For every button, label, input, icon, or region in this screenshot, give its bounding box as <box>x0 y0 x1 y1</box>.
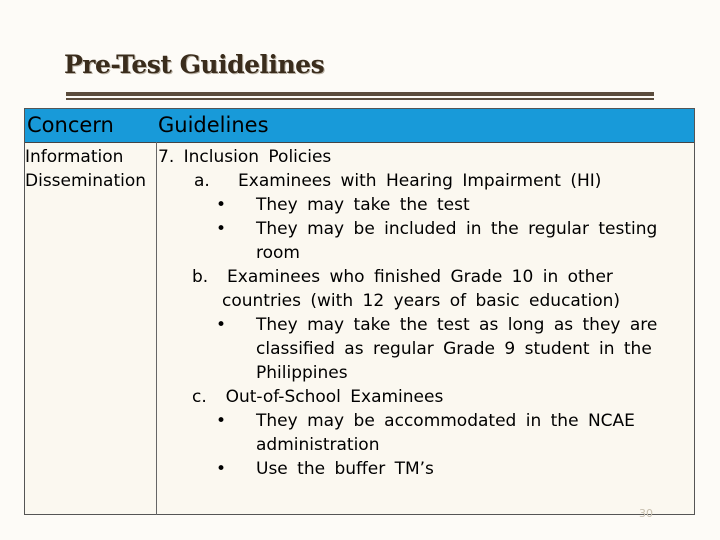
list-item <box>158 313 657 337</box>
bullet-text: They may be accommodated in the NCAE <box>256 411 635 431</box>
list-item <box>158 457 657 481</box>
column-divider <box>156 142 157 515</box>
bullet-continuation: administration <box>256 435 380 455</box>
subitem-text: Out-of-School Examinees <box>225 387 444 407</box>
guidelines-cell <box>158 145 657 481</box>
bullet-text: They may take the test as long as they are <box>256 315 658 335</box>
subitem-marker: b. <box>192 267 209 287</box>
subitem-continuation: countries (with 12 years of basic education) <box>222 291 621 311</box>
subitem-c <box>158 385 657 409</box>
page-number: 30 <box>639 507 653 520</box>
bullet-continuation: classified as regular Grade 9 student in the <box>256 339 652 359</box>
list-item <box>158 217 657 241</box>
bullet-text: They may be included in the regular testing <box>256 219 658 239</box>
list-item <box>158 409 657 433</box>
table-header-row <box>25 109 694 143</box>
title-rule-thin <box>66 98 654 100</box>
bullet-icon: • <box>216 219 227 239</box>
bullet-icon: • <box>216 459 227 479</box>
subitem-b <box>158 265 657 289</box>
bullet-text: Use the buffer TM’s <box>256 459 434 479</box>
subitem-marker: a. <box>194 171 210 191</box>
page-title: Pre-Test Guidelines <box>64 50 325 79</box>
list-item <box>158 193 657 217</box>
concern-line: Information <box>25 147 124 167</box>
item-label: 7. Inclusion Policies <box>158 147 332 167</box>
guidelines-table <box>24 108 695 520</box>
concern-cell <box>25 145 146 193</box>
subitem-a <box>158 169 657 193</box>
title-rule-thick <box>66 92 654 96</box>
header-guidelines: Guidelines <box>158 113 269 137</box>
bullet-icon: • <box>216 315 227 335</box>
bullet-icon: • <box>216 411 227 431</box>
bullet-continuation: room <box>256 243 300 263</box>
bullet-continuation: Philippines <box>256 363 348 383</box>
bullet-text: They may take the test <box>256 195 470 215</box>
bullet-icon: • <box>216 195 227 215</box>
subitem-text: Examinees with Hearing Impairment (HI) <box>238 171 602 191</box>
subitem-text: Examinees who finished Grade 10 in other <box>227 267 613 287</box>
concern-line: Dissemination <box>25 171 147 191</box>
subitem-marker: c. <box>192 387 207 407</box>
header-concern: Concern <box>27 113 114 137</box>
